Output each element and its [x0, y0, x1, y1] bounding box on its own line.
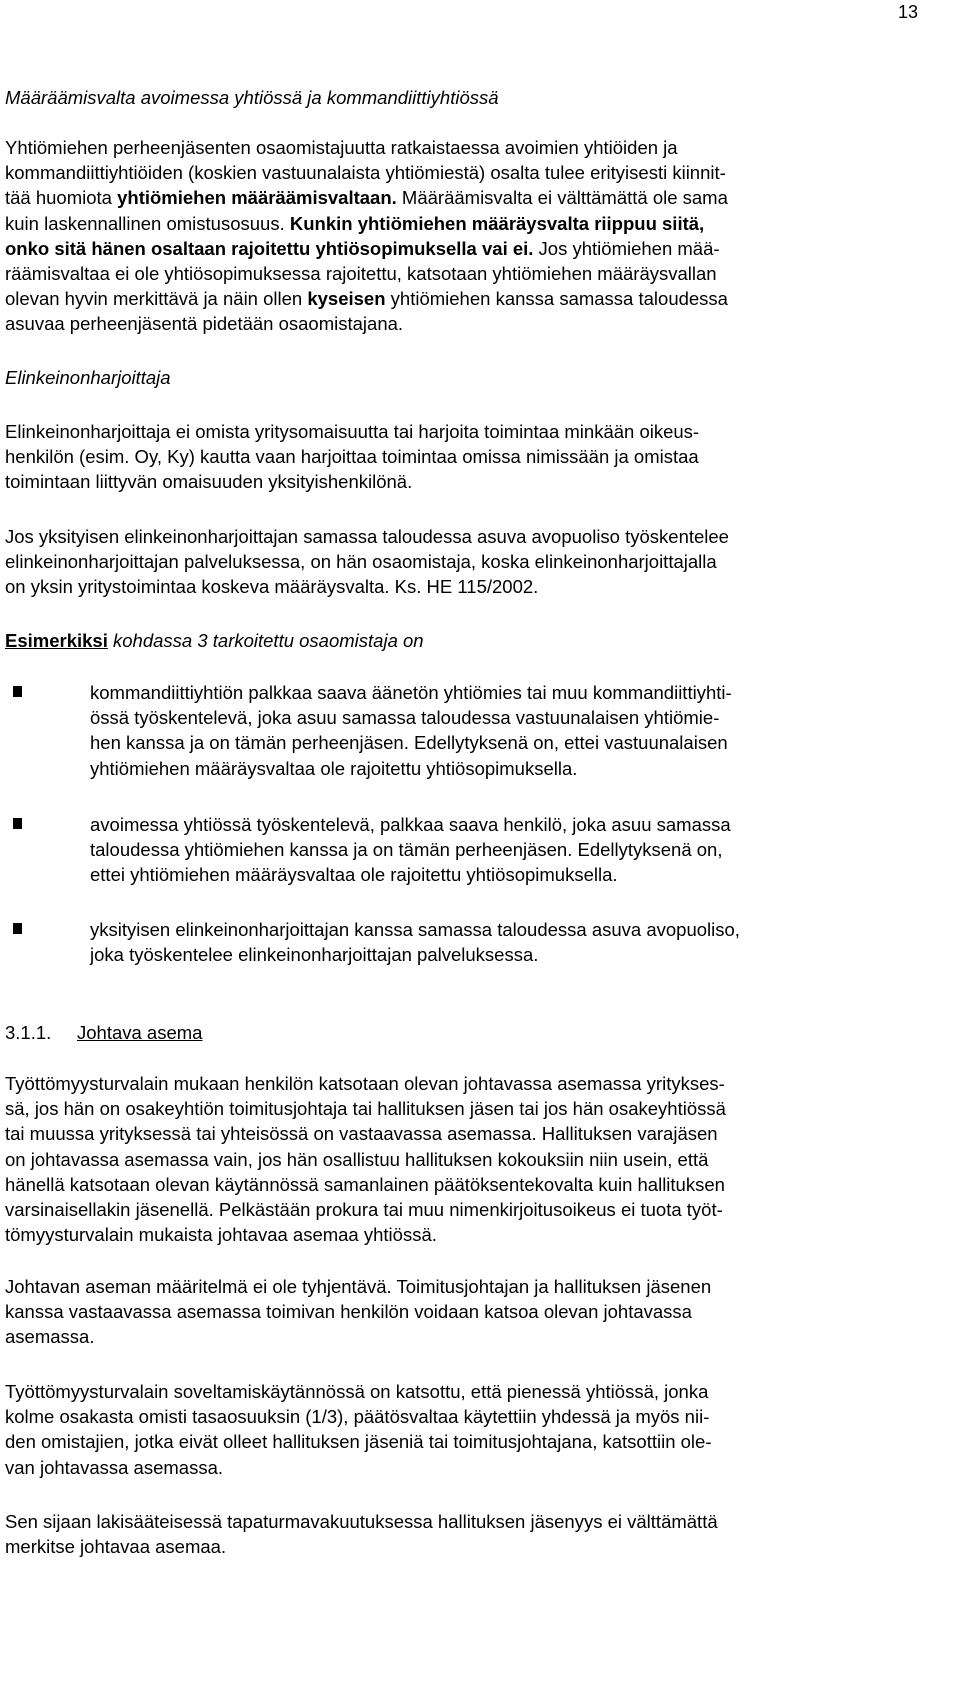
section-heading-elinkeinonharjoittaja: Elinkeinonharjoittaja — [5, 367, 171, 388]
text-line: den omistajien, jotka eivät olleet hallituksen jäseniä tai toimitusjohtajana, katsottiin ole- — [5, 1431, 712, 1453]
text-line: sä, jos hän on osakeyhtiön toimitusjohtaja tai hallituksen jäsen tai jos hän osakeyhtiössä — [5, 1098, 726, 1120]
text-line: össä työskentelevä, joka asuu samassa taloudessa vastuunalaisen yhtiömie- — [90, 707, 720, 729]
text-line: taloudessa yhtiömiehen kanssa ja on tämän perheenjäsen. Edellytyksenä on, — [90, 839, 723, 861]
text-line: Johtavan aseman määritelmä ei ole tyhjentävä. Toimitusjohtajan ja hallituksen jäsenen — [5, 1276, 712, 1297]
text-line: Työttömyysturvalain soveltamiskäytännössä on katsottu, että pienessä yhtiössä, jonka — [5, 1381, 709, 1402]
text-line: Työttömyysturvalain mukaan henkilön katsotaan olevan johtavassa asemassa yritykses- — [5, 1073, 725, 1094]
list-item-text — [90, 680, 890, 781]
paragraph-johtava-asema-2 — [5, 1274, 910, 1350]
section-title: Johtava asema — [77, 1022, 203, 1043]
examples-heading-rest: kohdassa 3 tarkoitettu osaomistaja on — [107, 630, 424, 651]
emphasis: onko sitä hänen osaltaan rajoitettu yhtiösopimuksella vai ei. — [5, 237, 534, 259]
text-line: ettei yhtiömiehen määräysvaltaa ole rajoitettu yhtiösopimuksella. — [90, 864, 618, 886]
list-item-text — [90, 917, 890, 967]
emphasis: kyseisen — [307, 288, 386, 310]
square-bullet-icon — [13, 686, 22, 697]
text-line: asemassa. — [5, 1326, 95, 1348]
text-line: hänellä katsotaan olevan käytännössä samanlainen päätöksentekovalta kuin hallituksen — [5, 1173, 725, 1195]
text-line: räämisvaltaa ei ole yhtiösopimuksessa rajoitettu, katsotaan yhtiömiehen määräysvallan — [5, 263, 717, 285]
list-item-text — [90, 812, 890, 888]
text-line: merkitse johtavaa asemaa. — [5, 1536, 227, 1558]
text-line: tai muussa yrityksessä tai yhteisössä on vastaavassa asemassa. Hallituksen varajäsen — [5, 1123, 718, 1145]
text-line: henkilön (esim. Oy, Ky) kautta vaan harjoittaa toimintaa omissa nimissään ja omistaa — [5, 446, 699, 468]
section-heading-maaraamisvalta: Määräämisvalta avoimessa yhtiössä ja kommandiittiyhtiössä — [5, 87, 499, 108]
paragraph-maaraamisvalta — [5, 135, 910, 337]
text-line: varsinaisellakin jäsenellä. Pelkästään prokura tai muu nimenkirjoitusoikeus ei tuota työt- — [5, 1199, 723, 1221]
text-line: Yhtiömiehen perheenjäsenten osaomistajuutta ratkaistaessa avoimien yhtiöiden ja — [5, 137, 678, 158]
text-line: on johtavassa asemassa vain, jos hän osallistuu hallituksen kokouksiin niin usein, että — [5, 1148, 709, 1170]
paragraph-johtava-asema-3 — [5, 1379, 910, 1480]
text-line: kommandiittiyhtiön palkkaa saava äänetön yhtiömies tai muu kommandiittiyhti- — [90, 682, 732, 703]
text-line: kuin laskennallinen omistusosuus. Kunkin yhtiömiehen määräysvalta riippuu siitä, — [5, 212, 705, 234]
text-line: Jos yksityisen elinkeinonharjoittajan samassa taloudessa asuva avopuoliso työskentelee — [5, 526, 729, 547]
text-line: joka työskentelee elinkeinonharjoittajan palveluksessa. — [90, 944, 539, 966]
text-line: onko sitä hänen osaltaan rajoitettu yhtiösopimuksella vai ei. Jos yhtiömiehen mää- — [5, 237, 720, 259]
paragraph-elinkeinonharjoittaja-1 — [5, 419, 910, 495]
text-line: on yksin yritystoimintaa koskeva määräysvalta. Ks. HE 115/2002. — [5, 576, 539, 598]
paragraph-elinkeinonharjoittaja-2 — [5, 524, 910, 600]
text-line: kommandiittiyhtiöiden (koskien vastuunalaista yhtiömiestä) osalta tulee erityisesti kiinnit- — [5, 162, 726, 184]
text-line: van johtavassa asemassa. — [5, 1456, 224, 1478]
examples-heading — [5, 628, 424, 653]
emphasis: yhtiömiehen määräämisvaltaan. — [117, 187, 397, 209]
text-line: yhtiömiehen määräysvaltaa ole rajoitettu yhtiösopimuksella. — [90, 757, 578, 779]
examples-heading-lead: Esimerkiksi — [5, 630, 108, 651]
text-line: olevan hyvin merkittävä ja näin ollen kyseisen yhtiömiehen kanssa samassa taloudessa — [5, 288, 728, 310]
paragraph-johtava-asema-4 — [5, 1509, 910, 1559]
paragraph-johtava-asema-1 — [5, 1071, 910, 1247]
text-line: yksityisen elinkeinonharjoittajan kanssa samassa taloudessa asuva avopuoliso, — [90, 919, 740, 940]
text-line: asuvaa perheenjäsentä pidetään osaomistajana. — [5, 313, 404, 335]
text-line: avoimessa yhtiössä työskentelevä, palkkaa saava henkilö, joka asuu samassa — [90, 814, 731, 835]
text-line: toimintaan liittyvän omaisuuden yksityishenkilönä. — [5, 471, 413, 493]
square-bullet-icon — [13, 818, 22, 829]
section-number: 3.1.1. — [5, 1022, 52, 1043]
text-line: tää huomiota yhtiömiehen määräämisvaltaan. Määräämisvalta ei välttämättä ole sama — [5, 187, 728, 209]
text-line: kanssa vastaavassa asemassa toimivan henkilön voidaan katsoa olevan johtavassa — [5, 1301, 692, 1323]
text-line: Sen sijaan lakisääteisessä tapaturmavakuutuksessa hallituksen jäsenyys ei välttämättä — [5, 1511, 718, 1532]
text-line: Elinkeinonharjoittaja ei omista yritysomaisuutta tai harjoita toimintaa minkään oikeus- — [5, 421, 700, 442]
text-line: hen kanssa ja on tämän perheenjäsen. Edellytyksenä on, ettei vastuunalaisen — [90, 732, 728, 754]
text-line: kolme osakasta omisti tasaosuuksin (1/3), päätösvaltaa käytettiin yhdessä ja myös nii- — [5, 1406, 710, 1428]
page-number: 13 — [897, 2, 918, 22]
text-line: tömyysturvalain mukaista johtavaa asemaa yhtiössä. — [5, 1224, 437, 1246]
section-heading-johtava-asema — [5, 1020, 202, 1045]
text-line: elinkeinonharjoittajan palveluksessa, on hän osaomistaja, koska elinkeinonharjoittajalla — [5, 551, 717, 573]
emphasis: Kunkin yhtiömiehen määräysvalta riippuu siitä, — [289, 212, 705, 234]
square-bullet-icon — [13, 923, 22, 934]
